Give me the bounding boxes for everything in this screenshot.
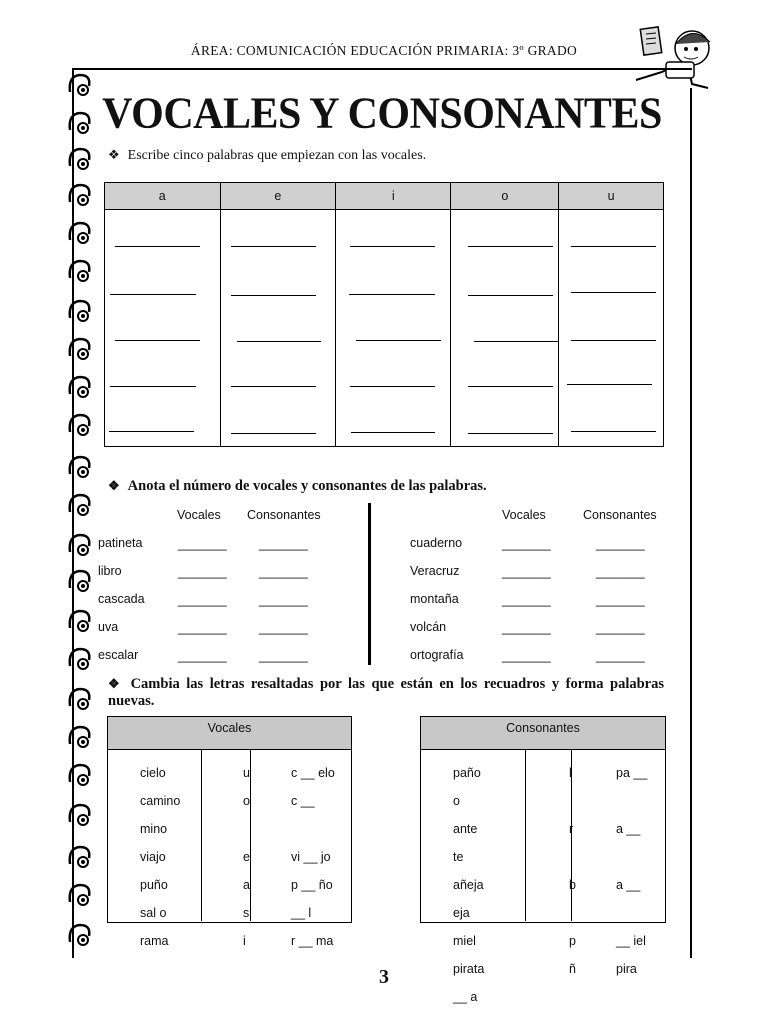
count-blank[interactable]: _______ [178, 621, 227, 635]
consonant-answer-field[interactable]: a __ [616, 822, 641, 836]
consonant-answer-field[interactable]: __ iel [616, 934, 646, 948]
spiral-ring-icon [64, 490, 92, 518]
count-blank[interactable]: _______ [259, 537, 308, 551]
answer-blank[interactable] [474, 341, 558, 342]
frame-top-line [72, 68, 692, 70]
word-left: escalar [98, 648, 139, 662]
vocal-answer-field[interactable]: r __ ma [291, 934, 334, 948]
answer-cell-a[interactable] [105, 210, 221, 447]
consonantes-box-divider-1 [525, 749, 526, 921]
consonant-answer-field[interactable]: pira [616, 962, 637, 976]
consonant-letter: b [569, 878, 576, 892]
spiral-ring-icon [64, 334, 92, 362]
consonant-letter: r [569, 822, 574, 836]
vocal-answer-field[interactable]: p __ ño [291, 878, 333, 892]
spiral-ring-icon [64, 722, 92, 750]
answer-blank[interactable] [468, 433, 553, 434]
consonant-answer-field[interactable]: a __ [616, 878, 641, 892]
count-blank[interactable]: _______ [259, 649, 308, 663]
vocal-letter: a [243, 878, 250, 892]
spiral-ring-icon [64, 296, 92, 324]
vocal-word: mino [140, 822, 168, 836]
answer-blank[interactable] [110, 294, 196, 295]
answer-blank[interactable] [356, 340, 441, 341]
answer-blank[interactable] [350, 386, 435, 387]
spiral-ring-icon [64, 920, 92, 948]
vocales-header-left: Vocales [177, 508, 221, 522]
answer-blank[interactable] [468, 295, 553, 296]
answer-blank[interactable] [571, 246, 656, 247]
consonantes-header-right: Consonantes [583, 508, 657, 522]
word-left: patineta [98, 536, 143, 550]
answer-blank[interactable] [571, 292, 656, 293]
mascot-illustration [622, 22, 722, 94]
word-right: volcán [410, 620, 447, 634]
answer-blank[interactable] [468, 246, 553, 247]
spiral-ring-icon [64, 218, 92, 246]
consonant-letter: p [569, 934, 576, 948]
diamond-bullet-icon: ❖ [108, 676, 123, 691]
vocal-answer-field[interactable]: c __ [291, 794, 315, 808]
count-blank[interactable]: _______ [596, 621, 645, 635]
column-header-u: u [559, 183, 664, 210]
answer-blank[interactable] [231, 295, 316, 296]
vocal-letter: e [243, 850, 250, 864]
vocal-word: puño [140, 878, 168, 892]
vocal-answer-field[interactable]: __ l [291, 906, 312, 920]
spiral-ring-icon [64, 256, 92, 284]
count-blank[interactable]: _______ [502, 621, 551, 635]
count-blank[interactable]: _______ [178, 565, 227, 579]
answer-blank[interactable] [109, 431, 194, 432]
column-header-i: i [336, 183, 451, 210]
instruction-1 [108, 147, 426, 164]
consonant-word: ante [453, 822, 478, 836]
consonant-word: paño [453, 766, 481, 780]
spiral-ring-icon [64, 144, 92, 172]
vocal-answer-field[interactable]: c __ elo [291, 766, 335, 780]
vocal-word: camino [140, 794, 181, 808]
count-blank[interactable]: _______ [502, 565, 551, 579]
page-title: VOCALES Y CONSONANTES [102, 89, 662, 139]
vocales-box-header: Vocales [107, 716, 352, 750]
count-blank[interactable]: _______ [596, 565, 645, 579]
consonant-word: o [453, 794, 460, 808]
answer-cell-e[interactable] [220, 210, 336, 447]
vocal-letter: u [243, 766, 250, 780]
count-blank[interactable]: _______ [502, 593, 551, 607]
section-divider [368, 503, 371, 665]
consonant-answer-field[interactable]: pa __ [616, 766, 648, 780]
answer-blank[interactable] [115, 246, 200, 247]
instruction-2 [108, 478, 487, 495]
vocal-letter: o [243, 794, 250, 808]
page-header: ÁREA: COMUNICACIÓN EDUCACIÓN PRIMARIA: 3º GRADO [190, 43, 578, 58]
answer-blank[interactable] [110, 386, 196, 387]
column-header-o: o [451, 183, 559, 210]
answer-blank[interactable] [231, 433, 316, 434]
count-blank[interactable]: _______ [259, 565, 308, 579]
consonantes-box-header: Consonantes [420, 716, 666, 750]
page-number: 3 [379, 966, 389, 988]
consonant-word: eja [453, 906, 470, 920]
spiral-ring-icon [64, 566, 92, 594]
answer-blank[interactable] [231, 386, 316, 387]
consonant-word: te [453, 850, 464, 864]
count-blank[interactable]: _______ [596, 593, 645, 607]
count-blank[interactable]: _______ [178, 649, 227, 663]
spiral-ring-icon [64, 530, 92, 558]
count-blank[interactable]: _______ [596, 537, 645, 551]
spiral-ring-icon [64, 842, 92, 870]
instruction-1-text: Escribe cinco palabras que empiezan con las vocales. [127, 148, 427, 163]
spiral-ring-icon [64, 372, 92, 400]
answer-cell-i[interactable] [336, 210, 451, 447]
spiral-ring-icon [64, 180, 92, 208]
column-header-a: a [105, 183, 221, 210]
word-right: ortografía [410, 648, 464, 662]
diamond-bullet-icon: ❖ [108, 478, 120, 493]
count-blank[interactable]: _______ [178, 593, 227, 607]
count-blank[interactable]: _______ [596, 649, 645, 663]
vocales-header-right: Vocales [502, 508, 546, 522]
word-left: libro [98, 564, 122, 578]
count-blank[interactable]: _______ [259, 593, 308, 607]
spiral-ring-icon [64, 760, 92, 788]
consonant-word: añeja [453, 878, 484, 892]
vocal-word: sal o [140, 906, 167, 920]
vocal-word: rama [140, 934, 169, 948]
instruction-3 [108, 675, 664, 710]
answer-blank[interactable] [115, 340, 200, 341]
consonantes-header-left: Consonantes [247, 508, 321, 522]
answer-cell-u[interactable] [559, 210, 664, 447]
consonant-word: pirata [453, 962, 485, 976]
answer-blank[interactable] [231, 246, 316, 247]
word-left: cascada [98, 592, 145, 606]
count-blank[interactable]: _______ [178, 537, 227, 551]
vocales-box-divider-1 [201, 749, 202, 921]
word-right: montaña [410, 592, 459, 606]
word-right: Veracruz [410, 564, 460, 578]
consonant-letter: l [569, 766, 572, 780]
vocal-word: viajo [140, 850, 166, 864]
count-blank[interactable]: _______ [259, 621, 308, 635]
instruction-2-text: Anota el número de vocales y consonantes de las palabras. [127, 478, 487, 494]
answer-blank[interactable] [351, 432, 435, 433]
answer-blank[interactable] [350, 246, 435, 247]
spiral-ring-icon [64, 644, 92, 672]
diamond-bullet-icon: ❖ [108, 147, 120, 162]
answer-blank[interactable] [468, 386, 553, 387]
vocal-answer-field[interactable]: vi __ jo [291, 850, 331, 864]
vowel-words-table [104, 182, 664, 447]
instruction-3-text: Cambia las letras resaltadas por las que están en los recuadros y forma palabras nuevas. [108, 676, 664, 709]
answer-blank[interactable] [571, 431, 656, 432]
consonant-letter: ñ [569, 962, 576, 976]
column-header-e: e [220, 183, 336, 210]
spiral-ring-icon [64, 452, 92, 480]
word-left: uva [98, 620, 119, 634]
count-blank[interactable]: _______ [502, 537, 551, 551]
frame-right-line [690, 88, 692, 958]
count-blank[interactable]: _______ [502, 649, 551, 663]
consonant-word: __ a [453, 990, 478, 1004]
vocales-box-divider-2 [250, 749, 251, 921]
vocal-letter: i [243, 934, 246, 948]
answer-blank[interactable] [567, 384, 652, 385]
vocal-letter: s [243, 906, 250, 920]
answer-cell-o[interactable] [451, 210, 559, 447]
spiral-ring-icon [64, 684, 92, 712]
consonant-word: miel [453, 934, 476, 948]
spiral-ring-icon [64, 880, 92, 908]
word-right: cuaderno [410, 536, 463, 550]
answer-blank[interactable] [349, 294, 435, 295]
spiral-ring-icon [64, 410, 92, 438]
vocal-word: cielo [140, 766, 166, 780]
answer-blank[interactable] [237, 341, 321, 342]
spiral-ring-icon [64, 800, 92, 828]
spiral-ring-icon [64, 606, 92, 634]
answer-blank[interactable] [571, 340, 656, 341]
